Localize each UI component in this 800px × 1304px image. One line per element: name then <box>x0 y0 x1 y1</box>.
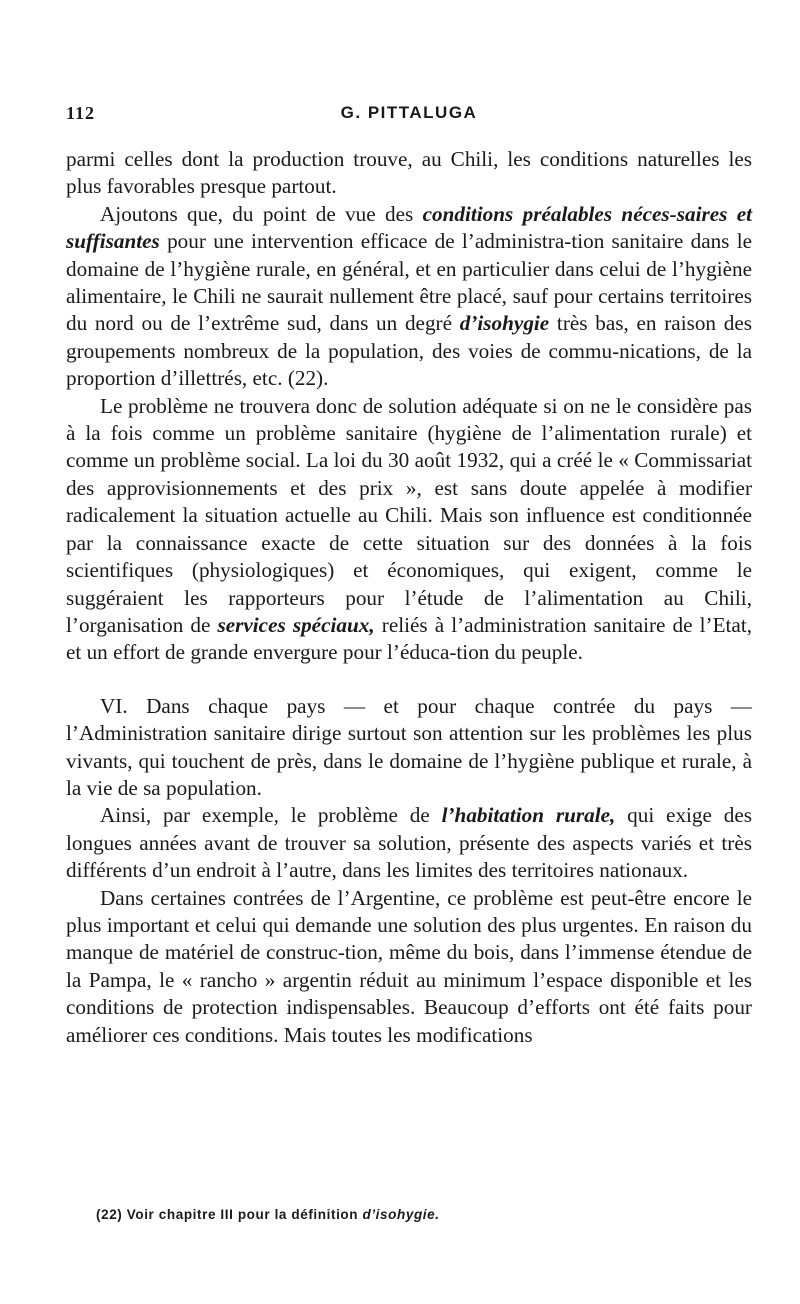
paragraph-probleme <box>66 393 752 667</box>
paragraph-text: Le problème ne trouvera donc de solution adéquate si on ne le considère pas à la fois comme un problème sanitaire (hygiène de l’alimentation rurale) et comme un problème social. La loi du 30 août 1932, qui a créé le « Commissariat des approvisionnements et des prix », est sans doute appelée à modifier radicalement la situation actuelle au Chili. Mais son influence est conditionnée par la connaissance exacte de cette situation sur des données à la fois scientifiques (physiologiques) et économiques, qui exigent, comme le suggéraient les rapporteurs pour l’étude de l’alimentation au Chili, l’organisation de <box>66 393 752 637</box>
page-header <box>66 103 752 131</box>
paragraph-text: parmi celles dont la production trouve, au Chili, les conditions naturelles les plus favorables presque partout. <box>66 147 752 199</box>
paragraph-text: Dans certaines contrées de l’Argentine, ce problème est peut-être encore le plus important et celui qui demande une solution des plus urgentes. En raison du manque de matériel de construc-tion, même du bois, dans l’immense étendue de la Pampa, le « rancho » argentin réduit au minimum l’espace disponible et les conditions de protection indispensables. Beaucoup d’efforts ont été faits pour améliorer ces conditions. Mais toutes les modifications <box>66 885 752 1047</box>
paragraph-argentine <box>66 885 752 1049</box>
emphasis-text: l’habitation rurale, <box>441 803 616 828</box>
footnote-emphasis: d’isohygie. <box>362 1207 440 1222</box>
paragraph-section-vi <box>66 693 752 803</box>
emphasis-text: d’isohygie <box>459 311 550 336</box>
running-head: G. PITTALUGA <box>340 103 478 122</box>
paragraph-continuation <box>66 146 752 201</box>
paragraph-text: reliés à l’administration sanitaire de l’Etat, et un effort de grande envergure pour l’éduca-tion du peuple. <box>66 612 753 665</box>
emphasis-text: services spéciaux, <box>217 612 375 637</box>
paragraph-text: très bas, en raison des groupements nombreux de la population, des voies de commu-nications, de la proportion d’illettrés, etc. (22). <box>66 311 752 391</box>
paragraph-text: qui exige des longues années avant de trouver sa solution, présente des aspects variés et très différents d’un endroit à l’autre, dans les limites des territoires nationaux. <box>66 803 752 883</box>
paragraph-text: pour une intervention efficace de l’administra-tion sanitaire dans le domaine de l’hygiène rurale, en général, et en particulier dans celui de l’hygiène alimentaire, le Chili ne saurait nullement être placé, sauf pour certains territoires du nord ou de l’extrême sud, dans un degré <box>66 229 752 336</box>
paragraph-text: VI. Dans chaque pays — et pour chaque contrée du pays — l’Administration sanitaire dirige surtout son attention sur les problèmes les plus vivants, qui touchent de près, dans le domaine de l’hygiène publique et rurale, à la vie de sa population. <box>66 693 752 800</box>
paragraph-habitation <box>66 802 752 884</box>
body-text <box>66 146 752 1049</box>
paragraph-isohygie <box>66 201 752 393</box>
footnote <box>96 1207 756 1222</box>
paragraph-text: Ainsi, par exemple, le problème de <box>100 803 442 828</box>
emphasis-text: conditions préalables néces-saires et suffisantes <box>66 201 752 254</box>
paragraph-text: Ajoutons que, du point de vue des <box>100 201 423 226</box>
page-number: 112 <box>66 103 96 123</box>
footnote-text: (22) Voir chapitre III pour la définition <box>96 1207 363 1222</box>
